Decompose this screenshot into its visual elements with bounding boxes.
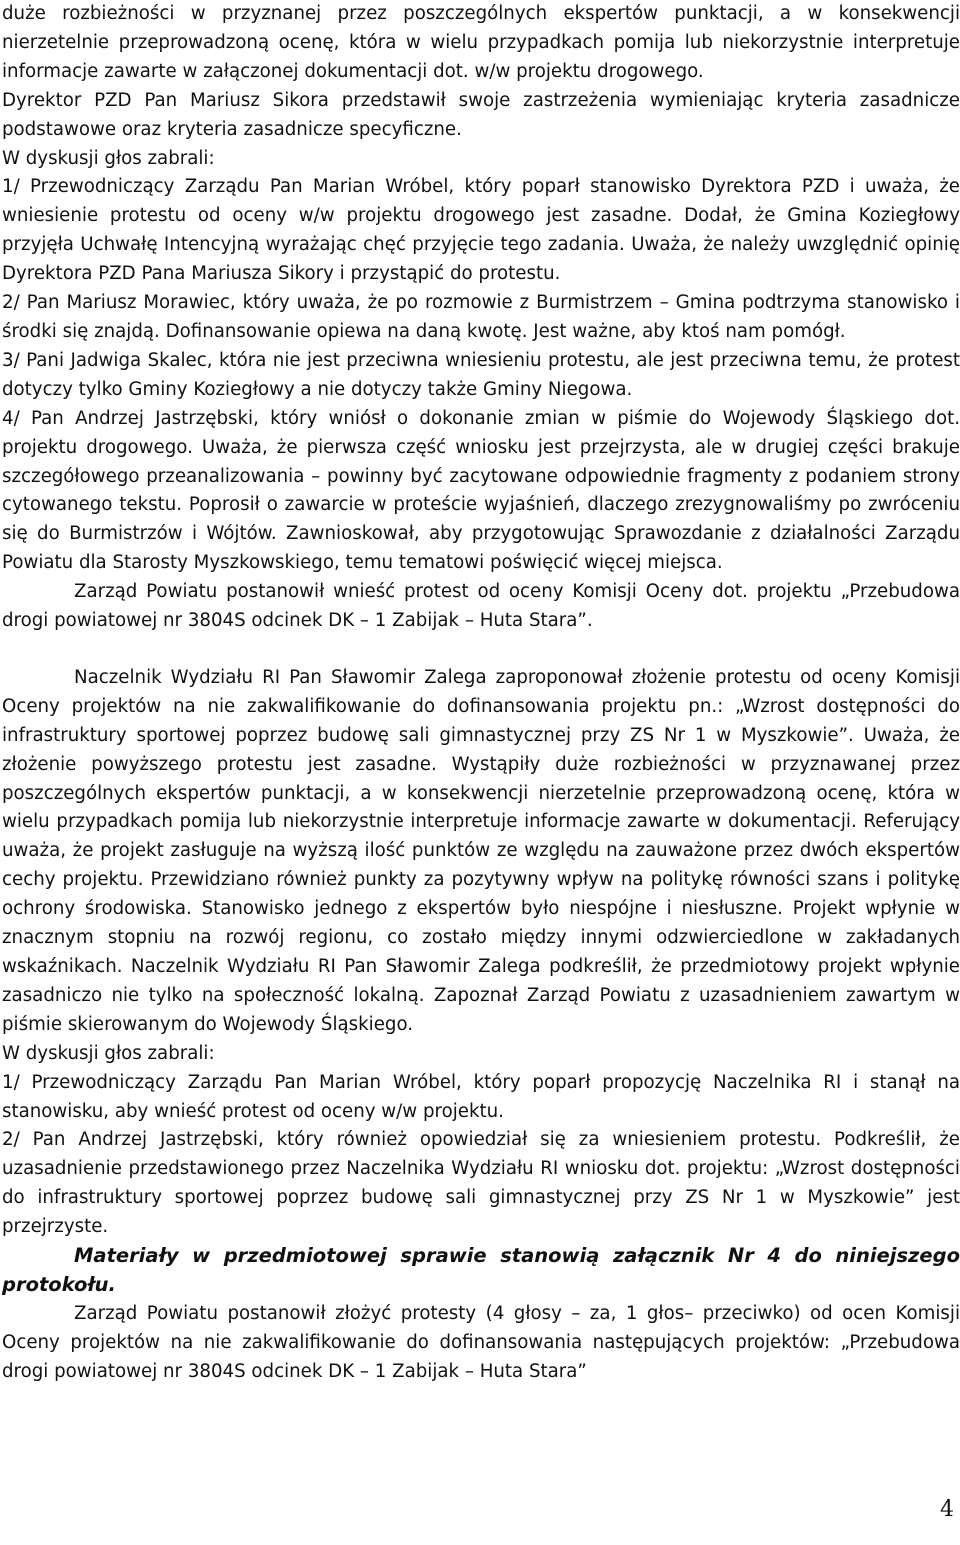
paragraph-gap bbox=[2, 636, 960, 664]
page-number: 4 bbox=[940, 1497, 954, 1522]
discussion-item-1: 1/ Przewodniczący Zarządu Pan Marian Wróbel, który poparł stanowisko Dyrektora PZD i uważa, że wniesienie protestu od oceny w/w projektu drogowego jest zasadne. Dodał, że Gmina Koziegłowy przyjęła Uchwałę Intencyjną wyrażając chęć przyjęcie tego zadania. Uważa, że należy uwzględnić opinię Dyrektora PZD Pana Mariusza Sikory i przystąpić do protestu. bbox=[2, 176, 960, 285]
attachment-note: Materiały w przedmiotowej sprawie stanowią załącznik Nr 4 do niniejszego protokołu. bbox=[2, 1244, 960, 1296]
discussion-item-3: 3/ Pani Jadwiga Skalec, która nie jest przeciwna wniesieniu protestu, ale jest przeciwna temu, że protest dotyczy tylko Gminy Koziegłowy a nie dotyczy także Gminy Niegowa. bbox=[2, 349, 960, 400]
discussion-item-2: 2/ Pan Mariusz Morawiec, który uważa, że po rozmowie z Burmistrzem – Gmina podtrzyma stanowisko i środki się znajdą. Dofinansowanie opiewa na daną kwotę. Jest ważne, aby ktoś nam pomógł. bbox=[2, 292, 960, 342]
paragraph-director-pzd: Dyrektor PZD Pan Mariusz Sikora przedstawił swoje zastrzeżenia wymieniając kryteria zasadnicze podstawowe oraz kryteria zasadnicze specyficzne. bbox=[2, 89, 960, 140]
discussion-item-2b: 2/ Pan Andrzej Jastrzębski, który również opowiedział się za wniesieniem protestu. Podkreślił, że uzasadnienie przedstawionego przez Naczelnika Wydziału RI wniosku dot. projektu: „Wzrost dostępności do infrastruktury sportowej poprzez budowę sali gimnastycznej przy ZS Nr 1 w Myszkowie” jest przejrzyste. bbox=[2, 1129, 960, 1238]
decision-paragraph-road: Zarząd Powiatu postanowił wnieść protest od oceny Komisji Oceny dot. projektu „Przebudowa drogi powiatowej nr 3804S odcinek DK – 1 Zabijak – Huta Stara”. bbox=[2, 581, 960, 632]
discussion-item-1b: 1/ Przewodniczący Zarządu Pan Marian Wróbel, który poparł propozycję Naczelnika RI i stanął na stanowisku, aby wnieść protest od oceny w/w projektu. bbox=[2, 1071, 960, 1122]
final-decision-paragraph: Zarząd Powiatu postanowił złożyć protesty (4 głosy – za, 1 głos– przeciwko) od ocen Komisji Oceny projektów na nie zakwalifikowanie do dofinansowania następujących projektów: „Przebudowa drogi powiatowej nr 3804S odcinek DK – 1 Zabijak – Huta Stara” bbox=[2, 1302, 960, 1382]
paragraph-naczelnik-proposal: Naczelnik Wydziału RI Pan Sławomir Zalega zaproponował złożenie protestu od oceny Komisji Oceny projektów na nie zakwalifikowanie do dofinansowania projektu pn.: „Wzrost dostępności do infrastruktury sportowej poprzez budowę sali gimnastycznej przy ZS Nr 1 w Myszkowie”. Uważa, że złożenie powyższego protestu jest zasadne. Wystąpiły duże rozbieżności w przyznawanej przez poszczególnych ekspertów punktacji, a w konsekwencji nierzetelnie przeprowadzoną ocenę, która w wielu przypadkach pomija lub niekorzystnie interpretuje informacje zawarte w dokumentacji. Referujący uważa, że projekt zasługuje na wyższą ilość punktów ze względu na zauważone przez dwóch ekspertów cechy projektu. Przewidziano również punkty za pozytywny wpływ na politykę równości szans i politykę ochrony środowiska. Stanowisko jednego z ekspertów było niespójne i niesłuszne. Projekt wpłynie w znacznym stopniu na rozwój regionu, co zostało między innymi odzwierciedlone w zakładanych wskaźnikach. Naczelnik Wydziału RI Pan Sławomir Zalega podkreślił, że przedmiotowy projekt wpłynie zasadniczo nie tylko na społeczność lokalną. Zapoznał Zarząd Powiatu z uzasadnieniem zawartym w piśmie skierowanym do Wojewody Śląskiego. bbox=[2, 666, 960, 1035]
discussion-item-4: 4/ Pan Andrzej Jastrzębski, który wniósł o dokonanie zmian w piśmie do Wojewody Śląskiego dot. projektu drogowego. Uważa, że pierwsza część wniosku jest przejrzysta, ale w drugiej części brakuje szczegółowego przeanalizowania – powinny być zacytowane odpowiednie fragmenty z podaniem strony cytowanego tekstu. Poprosił o zawarcie w proteście wyjaśnień, dlaczego zrezygnowaliśmy po zwróceniu się do Burmistrzów i Wójtów. Zawnioskował, aby przygotowując Sprawozdanie z działalności Zarządu Powiatu dla Starosty Myszkowskiego, temu tematowi poświęcić więcej miejsca. bbox=[2, 407, 960, 574]
paragraph-continuation: duże rozbieżności w przyznanej przez poszczególnych ekspertów punktacji, a w konsekwencji nierzetelnie przeprowadzoną ocenę, która w wielu przypadkach pomija lub niekorzystnie interpretuje informacje zawarte w załączonej dokumentacji dot. w/w projektu drogowego. bbox=[2, 3, 960, 82]
discussion-heading-2: W dyskusji głos zabrali: bbox=[2, 1042, 215, 1064]
discussion-heading: W dyskusji głos zabrali: bbox=[2, 147, 215, 169]
